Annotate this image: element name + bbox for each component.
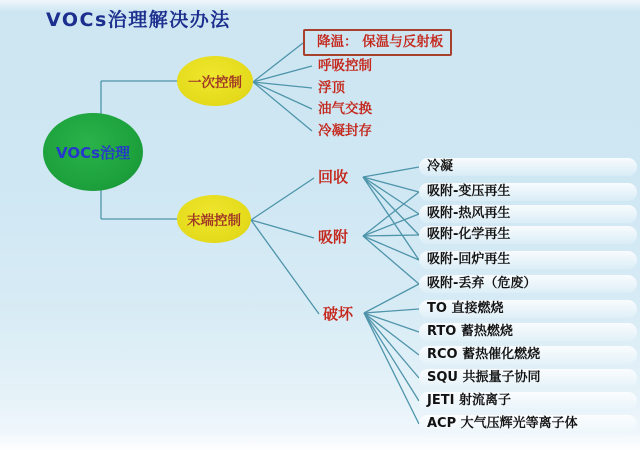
leaf-item-rto [419, 323, 637, 341]
connector-line [364, 284, 419, 313]
branch-node-label: 末端控制 [187, 213, 241, 229]
connector-line [251, 220, 314, 238]
leaf-item-label: RTO 蓄热燃烧 [427, 324, 513, 339]
connector-line [251, 220, 319, 314]
root-node-vocs [43, 113, 143, 191]
terminal-method-destroy: 破坏 [323, 305, 354, 323]
leaf-item-label: RCO 蓄热催化燃烧 [427, 347, 541, 362]
connector-line [363, 214, 419, 236]
leaf-item-label: 吸附-回炉再生 [427, 252, 511, 267]
primary-control-item-float: 浮顶 [318, 80, 345, 96]
primary-control-item-condseal: 冷凝封存 [318, 123, 372, 139]
leaf-item-discard [419, 275, 637, 293]
connector-line [253, 82, 312, 131]
connector-line [253, 82, 312, 109]
leaf-item-to [419, 300, 637, 318]
terminal-method-recycle: 回收 [318, 168, 349, 186]
connector-line [363, 177, 419, 214]
leaf-item-label: 吸附-丢弃（危废） [427, 276, 537, 291]
leaf-item-label: 吸附-热风再生 [427, 206, 511, 221]
leaf-item-squ [419, 369, 637, 387]
leaf-item-jeti [419, 392, 637, 410]
primary-control-item-breath: 呼吸控制 [318, 58, 372, 74]
connector-line [363, 235, 419, 236]
leaf-item-label: TO 直接燃烧 [427, 301, 504, 316]
leaf-item-label: 吸附-化学再生 [427, 227, 511, 242]
leaf-item-chem [419, 226, 637, 244]
connector-line [253, 82, 312, 88]
connector-line [363, 236, 419, 284]
leaf-item-psa [419, 183, 637, 201]
connector-line [364, 313, 419, 401]
connector-line [363, 167, 419, 177]
primary-control-item-vapor: 油气交换 [318, 101, 372, 117]
leaf-item-label: SQU 共振量子协同 [427, 370, 541, 385]
connector-line [364, 313, 419, 355]
root-node-label: VOCs治理 [55, 143, 131, 162]
leaf-item-condense [419, 158, 637, 176]
leaf-item-label: 吸附-变压再生 [427, 184, 511, 199]
branch-node-terminal-control [177, 195, 251, 243]
connector-line [363, 192, 419, 236]
terminal-method-adsorb: 吸附 [318, 228, 349, 246]
leaf-item-acp [419, 415, 637, 433]
leaf-item-label: 冷凝 [427, 159, 454, 174]
leaf-item-furnace [419, 251, 637, 269]
branch-node-primary-control [177, 56, 253, 106]
branch-node-label: 一次控制 [188, 75, 242, 91]
connector-line [363, 177, 419, 235]
primary-control-item-cool: 降温： 保温与反射板 [303, 29, 452, 56]
leaf-item-label: JETI 射流离子 [427, 393, 511, 408]
connector-line [251, 178, 314, 220]
connector-line [253, 66, 312, 82]
leaf-item-hotair [419, 205, 637, 223]
connector-line [253, 43, 303, 82]
page-title: VOCs治理解决办法 [46, 9, 231, 31]
connector-line [364, 309, 419, 313]
leaf-item-rco [419, 346, 637, 364]
leaf-item-label: ACP 大气压辉光等离子体 [427, 416, 578, 431]
